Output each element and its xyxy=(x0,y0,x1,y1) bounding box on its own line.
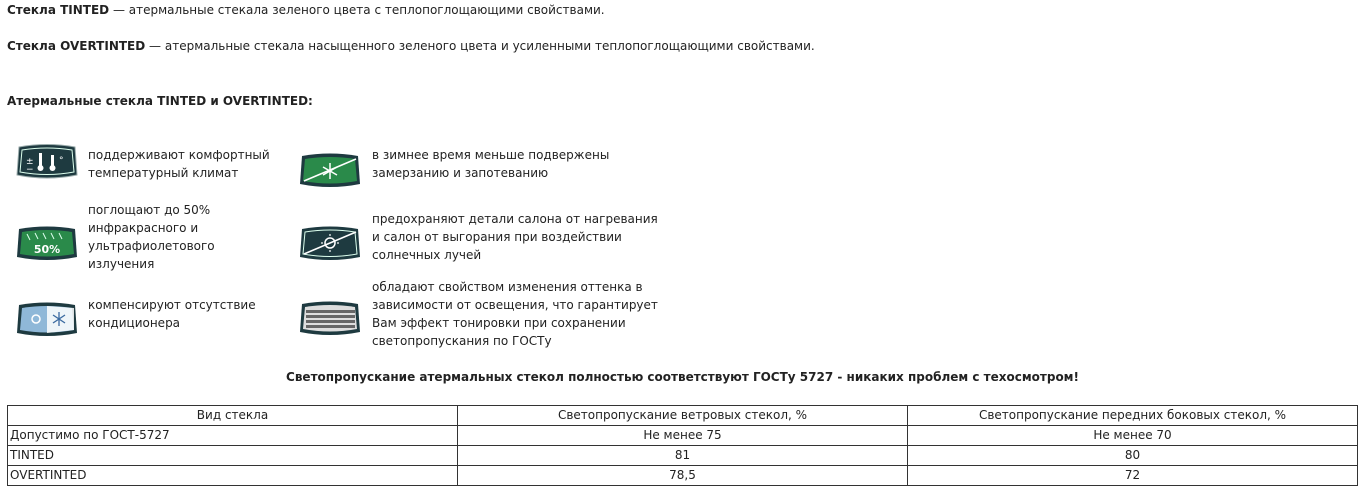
table-cell: TINTED xyxy=(8,446,458,466)
overtinted-description xyxy=(7,39,815,53)
table-row xyxy=(8,466,1358,486)
table-cell: 80 xyxy=(908,446,1358,466)
table-cell: Допустимо по ГОСТ-5727 xyxy=(8,426,458,446)
feature-photochromic-text: обладают свойством изменения оттенка в зависимости от освещения, что гарантирует Вам эффект тонировки при сохранении светопропускания по ГОСТу xyxy=(372,280,658,348)
table-row xyxy=(8,446,1358,466)
table-cell: 78,5 xyxy=(458,466,908,486)
feature-sun-text: предохраняют детали салона от нагревания и салон от выгорания при воздействии солнечных лучей xyxy=(372,212,658,262)
tint-stripes-icon xyxy=(298,300,362,338)
table-header-side-windows: Светопропускание передних боковых стекол, % xyxy=(908,406,1358,426)
overtinted-desc: — атермальные стекала насыщенного зеленого цвета и усиленными теплопоглощающими свойствами. xyxy=(145,39,815,53)
overtinted-name: Стекла OVERTINTED xyxy=(7,39,146,53)
tinted-desc: — атермальные стекала зеленого цвета с теплопоглощающими свойствами. xyxy=(109,3,605,17)
table-cell: OVERTINTED xyxy=(8,466,458,486)
sun-windshield-icon xyxy=(298,225,362,263)
uv-50-percent-icon xyxy=(15,225,79,263)
feature-uv-text: поглощают до 50% инфракрасного и ультрафиолетового излучения xyxy=(88,203,215,271)
feature-frost-text: в зимнее время меньше подвержены замерзанию и запотеванию xyxy=(372,148,610,180)
uv-50-percent-label: 50% xyxy=(33,243,61,256)
svg-text:−: − xyxy=(26,165,34,175)
snowflake-windshield-icon xyxy=(298,152,362,190)
table-row xyxy=(8,426,1358,446)
table-cell: 72 xyxy=(908,466,1358,486)
table-header-glass-type: Вид стекла xyxy=(8,406,458,426)
light-transmission-table xyxy=(7,405,1358,486)
svg-text:±: ± xyxy=(26,157,34,167)
features-heading: Атермальные стекла TINTED и OVERTINTED: xyxy=(7,94,313,108)
tinted-description xyxy=(7,3,605,17)
table-header-windshield: Светопропускание ветровых стекол, % xyxy=(458,406,908,426)
table-cell: Не менее 70 xyxy=(908,426,1358,446)
tinted-name: Стекла TINTED xyxy=(7,3,110,17)
feature-climate-text: поддерживают комфортный температурный климат xyxy=(88,148,270,180)
table-cell: 81 xyxy=(458,446,908,466)
gost-compliance-note: Светопропускание атермальных стекол полностью соответствуют ГОСТу 5727 - никаких проблем с техосмотром! xyxy=(286,370,1079,384)
feature-ac-text: компенсируют отсутствие кондиционера xyxy=(88,298,256,330)
thermometer-climate-icon xyxy=(15,143,79,181)
table-cell: Не менее 75 xyxy=(458,426,908,446)
svg-text:°: ° xyxy=(59,156,64,166)
sun-snowflake-icon xyxy=(15,301,79,339)
table-header-row xyxy=(8,406,1358,426)
